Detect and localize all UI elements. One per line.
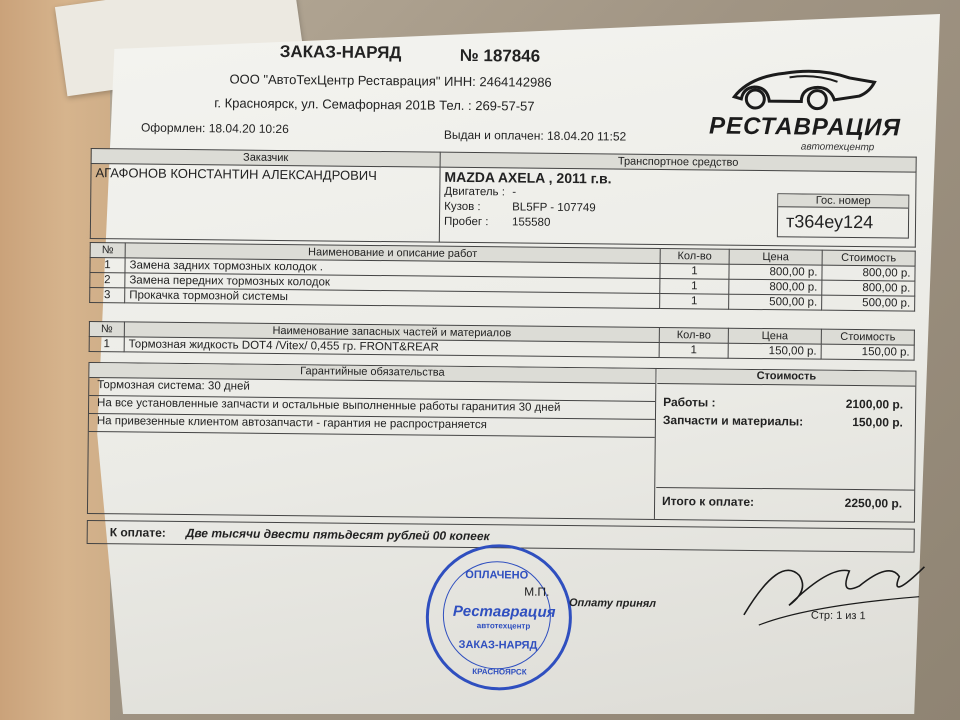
mileage-value: 155580 [511, 216, 551, 229]
engine-value: - [512, 186, 517, 199]
warranty-header: Гарантийные обязательства [89, 363, 655, 384]
row-qty: 1 [660, 278, 729, 294]
cost-parts-label: Запчасти и материалы: [662, 413, 804, 429]
row-number: 1 [90, 258, 125, 273]
row-number: 1 [89, 337, 124, 352]
parts-col-total: Стоимость [821, 329, 914, 345]
row-price: 800,00 р. [729, 279, 822, 295]
row-name: Замена передних тормозных колодок [125, 273, 660, 294]
order-document [83, 30, 920, 689]
warranty-line: На привезенные клиентом автозапчасти - гарантия не распространяется [89, 414, 655, 438]
mileage-label: Пробег : [443, 215, 489, 229]
warranty-line: На все установленные запчасти и остальные выполненные работы гаранития 30 дней [89, 396, 655, 420]
works-table [89, 242, 916, 312]
page-counter: Стр: 1 из 1 [810, 609, 866, 623]
payment-label: К оплате: [109, 525, 166, 540]
customer-header: Заказчик [91, 149, 440, 168]
parts-col-qty: Кол-во [659, 327, 728, 343]
row-qty: 1 [660, 263, 729, 279]
warranty-line: Тормозная система: 30 дней [89, 378, 655, 402]
row-qty: 1 [659, 342, 728, 358]
plate-box [777, 193, 909, 238]
cost-works-label: Работы : [663, 395, 716, 410]
customer-vehicle-table [90, 148, 917, 248]
parts-col-num: № [89, 322, 124, 337]
plate-label: Гос. номер [778, 194, 908, 208]
row-total: 800,00 р. [822, 265, 915, 281]
row-name: Прокачка тормозной системы [125, 288, 660, 309]
payment-stamp [425, 544, 573, 692]
summary-block [87, 362, 917, 523]
body-value: BL5FP - 107749 [512, 201, 596, 215]
vehicle-header: Транспортное средство [440, 152, 916, 172]
warranty-section [88, 363, 657, 519]
sports-car-icon [729, 55, 880, 113]
engine-label: Двигатель : [444, 185, 506, 199]
stamp-subtitle: автотехцентр [476, 621, 531, 631]
works-col-name: Наименование и описание работ [125, 243, 660, 264]
row-total: 150,00 р. [821, 344, 914, 360]
parts-table [89, 321, 915, 361]
parts-col-price: Цена [728, 328, 821, 344]
row-total: 800,00 р. [822, 280, 915, 296]
company-logo [709, 54, 900, 156]
paid-date: Выдан и оплачен: 18.04.20 11:52 [443, 127, 627, 144]
cost-total-row [662, 494, 902, 511]
row-number: 2 [90, 273, 125, 288]
seal-mark: М.П. [524, 584, 550, 599]
row-price: 500,00 р. [729, 294, 822, 310]
cost-works-row [663, 395, 903, 412]
cost-total-box [656, 487, 914, 511]
address-line: г. Красноярск, ул. Семафорная 201В Тел. : 269-57-57 [214, 95, 535, 114]
car-model: MAZDA AXELA , 2011 г.в. [444, 168, 612, 187]
logo-name: РЕСТАВРАЦИЯ [708, 112, 902, 142]
stamp-city: КРАСНОЯРСК [472, 667, 527, 677]
works-col-total: Стоимость [822, 250, 915, 266]
signature [739, 545, 930, 637]
order-number: № 187846 [459, 45, 541, 66]
works-col-price: Цена [729, 249, 822, 265]
cost-parts-row [663, 413, 903, 430]
cost-total-label: Итого к оплате: [662, 494, 755, 509]
row-total: 500,00 р. [822, 295, 915, 311]
payment-accepted-label: Оплату принял [568, 597, 657, 610]
cost-total-value: 2250,00 р. [844, 495, 903, 511]
logo-subtitle: автотехцентр [800, 141, 875, 154]
stamp-bottom-text: ЗАКАЗ-НАРЯД [458, 638, 538, 652]
body-label: Кузов : [444, 200, 481, 214]
cost-header: Стоимость [657, 369, 915, 387]
company-line: ООО "АвтоТехЦентр Реставрация" ИНН: 2464142986 [229, 71, 552, 90]
plate-number: т364еу124 [785, 211, 874, 233]
cost-section [656, 369, 916, 522]
customer-name: АГАФОНОВ КОНСТАНТИН АЛЕКСАНДРОВИЧ [90, 164, 440, 243]
row-qty: 1 [660, 293, 729, 309]
vehicle-cell [439, 167, 916, 247]
cost-parts-value: 150,00 р. [852, 415, 904, 430]
row-price: 800,00 р. [729, 264, 822, 280]
stamp-name: Реставрация [452, 602, 556, 621]
row-price: 150,00 р. [728, 343, 821, 359]
works-col-num: № [90, 243, 125, 258]
row-name: Тормозная жидкость DOT4 /Vitex/ 0,455 гр. FRONT&REAR [124, 337, 659, 358]
cost-works-value: 2100,00 р. [845, 396, 904, 412]
row-name: Замена задних тормозных колодок . [125, 258, 660, 279]
stamp-top-text: ОПЛАЧЕНО [465, 568, 529, 582]
parts-col-name: Наименование запасных частей и материалов [124, 322, 659, 343]
issued-date: Оформлен: 18.04.20 10:26 [140, 120, 289, 137]
row-number: 3 [90, 288, 125, 303]
document-title: ЗАКАЗ-НАРЯД [279, 41, 402, 63]
works-col-qty: Кол-во [660, 248, 729, 264]
payment-words: Две тысячи двести пятьдесят рублей 00 копеек [185, 526, 490, 544]
